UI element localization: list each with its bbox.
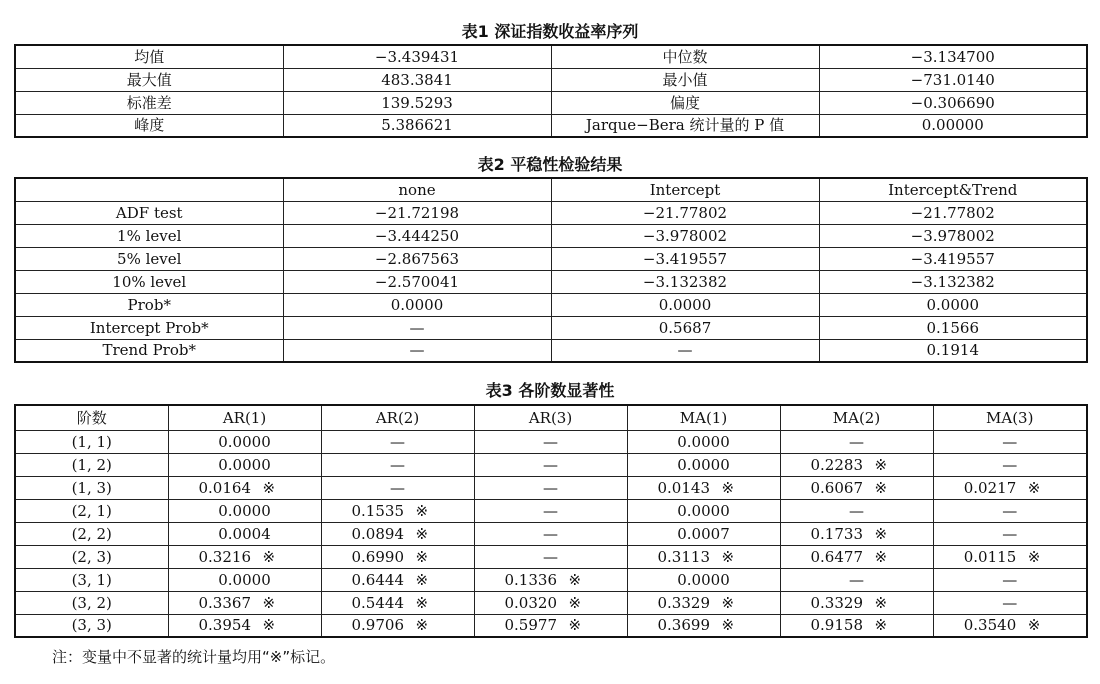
p-value: 0.1535 [351,501,404,520]
p-value: 0.0320 [504,593,557,612]
p-value-cell [780,545,933,568]
p-value-cell [474,591,627,614]
p-value-cell: 0.0000 [627,499,780,522]
row-label: 1% level [15,224,283,247]
table3-row [15,499,1087,522]
insignificant-marker: ※ [415,616,429,635]
insignificant-marker: ※ [721,593,735,612]
row-label: Intercept Prob* [15,316,283,339]
table1-row [15,45,1087,68]
p-value-cell: — [474,522,627,545]
test-value: −3.419557 [819,247,1087,270]
test-value: 0.5687 [551,316,819,339]
p-value-cell: — [780,568,933,591]
column-header: Intercept&Trend [819,178,1087,201]
insignificant-marker: ※ [874,478,888,497]
p-value: 0.9706 [351,616,404,635]
p-value-cell: 0.0000 [168,568,321,591]
p-value-cell [933,476,1087,499]
test-value: −3.132382 [819,270,1087,293]
insignificant-marker: ※ [874,524,888,543]
p-value: 0.3329 [657,593,710,612]
p-value-cell: — [321,430,474,453]
insignificant-marker: ※ [415,547,429,566]
table3-row [15,568,1087,591]
p-value: 0.5444 [351,593,404,612]
p-value-cell [321,614,474,637]
p-value: 0.9158 [810,616,863,635]
p-value-cell [168,614,321,637]
order-label: (2, 2) [15,522,168,545]
table2-row [15,247,1087,270]
p-value-cell [780,614,933,637]
stat-label: 最小值 [551,68,819,91]
p-value-cell [321,499,474,522]
column-header: 阶数 [15,405,168,430]
table3-row [15,591,1087,614]
insignificant-marker: ※ [721,616,735,635]
test-value: 0.1914 [819,339,1087,362]
table3-row [15,430,1087,453]
p-value-cell [780,453,933,476]
stat-value: −731.0140 [819,68,1087,91]
column-header: AR(1) [168,405,321,430]
insignificant-marker: ※ [1027,478,1041,497]
footnote: 注：变量中不显著的统计量均用“※”标记。 [52,648,336,666]
column-header: AR(2) [321,405,474,430]
stat-value: 139.5293 [283,91,551,114]
insignificant-marker: ※ [721,478,735,497]
column-header: Intercept [551,178,819,201]
p-value-cell: 0.0000 [627,453,780,476]
p-value: 0.3954 [198,616,251,635]
insignificant-marker: ※ [415,524,429,543]
p-value-cell: 0.0000 [168,453,321,476]
p-value-cell: — [780,499,933,522]
table1-row [15,68,1087,91]
p-value-cell [321,545,474,568]
p-value-cell [474,568,627,591]
test-value: −3.132382 [551,270,819,293]
order-label: (1, 3) [15,476,168,499]
table3-row [15,522,1087,545]
p-value-cell: — [474,499,627,522]
p-value-cell [321,522,474,545]
insignificant-marker: ※ [415,501,429,520]
insignificant-marker: ※ [262,616,276,635]
test-value: 0.0000 [551,293,819,316]
insignificant-marker: ※ [721,547,735,566]
insignificant-marker: ※ [568,570,582,589]
stat-label: 中位数 [551,45,819,68]
test-value: — [283,316,551,339]
table3-row [15,614,1087,637]
table2-row [15,293,1087,316]
column-header: AR(3) [474,405,627,430]
p-value: 0.3540 [963,616,1017,635]
column-header: MA(3) [933,405,1087,430]
p-value-cell: 0.0000 [168,499,321,522]
order-label: (1, 1) [15,430,168,453]
insignificant-marker: ※ [874,547,888,566]
stat-value: −0.306690 [819,91,1087,114]
order-label: (3, 3) [15,614,168,637]
p-value-cell: — [933,568,1087,591]
p-value: 0.6067 [810,478,863,497]
insignificant-marker: ※ [415,570,429,589]
insignificant-marker: ※ [874,593,888,612]
p-value: 0.0164 [198,478,251,497]
table1-row [15,91,1087,114]
p-value-cell: — [321,476,474,499]
p-value-cell: 0.0000 [627,430,780,453]
test-value: −3.444250 [283,224,551,247]
insignificant-marker: ※ [874,616,888,635]
table3-header-row [15,405,1087,430]
order-label: (2, 1) [15,499,168,522]
p-value: 0.0115 [963,547,1017,566]
table1 [14,44,1088,138]
insignificant-marker: ※ [568,593,582,612]
table3-row [15,545,1087,568]
insignificant-marker: ※ [262,547,276,566]
test-value: −3.419557 [551,247,819,270]
table2-row [15,270,1087,293]
test-value: — [283,339,551,362]
test-value: −2.570041 [283,270,551,293]
p-value-cell: — [780,430,933,453]
table2 [14,177,1088,363]
p-value-cell [168,591,321,614]
table3-row [15,476,1087,499]
p-value: 0.3113 [657,547,710,566]
p-value: 0.0894 [351,524,404,543]
p-value-cell: — [474,453,627,476]
p-value: 0.2283 [810,455,863,474]
order-label: (3, 1) [15,568,168,591]
test-value: 0.0000 [283,293,551,316]
stat-label: 均值 [15,45,283,68]
column-header: MA(2) [780,405,933,430]
p-value-cell [321,568,474,591]
p-value-cell [627,476,780,499]
table1-row [15,114,1087,137]
row-label: 5% level [15,247,283,270]
table3-row [15,453,1087,476]
row-label: 10% level [15,270,283,293]
order-label: (2, 3) [15,545,168,568]
p-value: 0.3329 [810,593,863,612]
p-value-cell [780,476,933,499]
table2-caption: 表2 平稳性检验结果 [477,155,623,174]
row-label: ADF test [15,201,283,224]
p-value: 0.0217 [963,478,1017,497]
p-value-cell [627,545,780,568]
p-value-cell [474,614,627,637]
table2-row [15,201,1087,224]
table3-caption: 表3 各阶数显著性 [485,381,615,400]
test-value: −2.867563 [283,247,551,270]
test-value: −21.77802 [551,201,819,224]
table2-row [15,224,1087,247]
row-label: Prob* [15,293,283,316]
column-header: MA(1) [627,405,780,430]
p-value: 0.0143 [657,478,710,497]
table1-caption: 表1 深证指数收益率序列 [461,22,639,41]
table2-row [15,339,1087,362]
stat-label: 最大值 [15,68,283,91]
test-value: — [551,339,819,362]
test-value: −3.978002 [819,224,1087,247]
insignificant-marker: ※ [415,593,429,612]
stat-label: 标准差 [15,91,283,114]
stat-label: 偏度 [551,91,819,114]
p-value-cell: — [474,476,627,499]
column-header: none [283,178,551,201]
p-value-cell: — [933,499,1087,522]
insignificant-marker: ※ [1027,547,1041,566]
insignificant-marker: ※ [262,478,276,497]
p-value: 0.1336 [504,570,557,589]
p-value-cell: — [474,430,627,453]
stat-label: 峰度 [15,114,283,137]
p-value-cell: 0.0000 [168,430,321,453]
p-value: 0.6990 [351,547,404,566]
p-value: 0.1733 [810,524,863,543]
test-value: −21.72198 [283,201,551,224]
table3 [14,404,1088,638]
column-header [15,178,283,201]
p-value-cell [168,545,321,568]
p-value-cell [780,591,933,614]
insignificant-marker: ※ [262,593,276,612]
insignificant-marker: ※ [568,616,582,635]
p-value-cell [933,545,1087,568]
p-value-cell [933,614,1087,637]
p-value-cell: — [321,453,474,476]
p-value: 0.3216 [198,547,251,566]
table2-row [15,316,1087,339]
stat-value: −3.439431 [283,45,551,68]
order-label: (1, 2) [15,453,168,476]
p-value-cell: 0.0004 [168,522,321,545]
stat-value: −3.134700 [819,45,1087,68]
stat-value: 5.386621 [283,114,551,137]
stat-value: 483.3841 [283,68,551,91]
p-value-cell [627,591,780,614]
p-value: 0.3367 [198,593,251,612]
test-value: −21.77802 [819,201,1087,224]
p-value: 0.5977 [504,616,557,635]
p-value-cell [321,591,474,614]
p-value-cell: — [933,522,1087,545]
p-value-cell [627,614,780,637]
order-label: (3, 2) [15,591,168,614]
test-value: 0.1566 [819,316,1087,339]
p-value-cell: 0.0007 [627,522,780,545]
p-value-cell: — [933,430,1087,453]
p-value-cell: — [933,591,1087,614]
p-value-cell: 0.0000 [627,568,780,591]
p-value-cell: — [474,545,627,568]
row-label: Trend Prob* [15,339,283,362]
p-value-cell [168,476,321,499]
p-value: 0.3699 [657,616,710,635]
test-value: −3.978002 [551,224,819,247]
p-value-cell [780,522,933,545]
stat-value: 0.00000 [819,114,1087,137]
p-value-cell: — [933,453,1087,476]
p-value: 0.6444 [351,570,404,589]
table2-header-row [15,178,1087,201]
stat-label: Jarque−Bera 统计量的 P 值 [551,114,819,137]
insignificant-marker: ※ [1027,616,1041,635]
insignificant-marker: ※ [874,455,888,474]
test-value: 0.0000 [819,293,1087,316]
p-value: 0.6477 [810,547,863,566]
